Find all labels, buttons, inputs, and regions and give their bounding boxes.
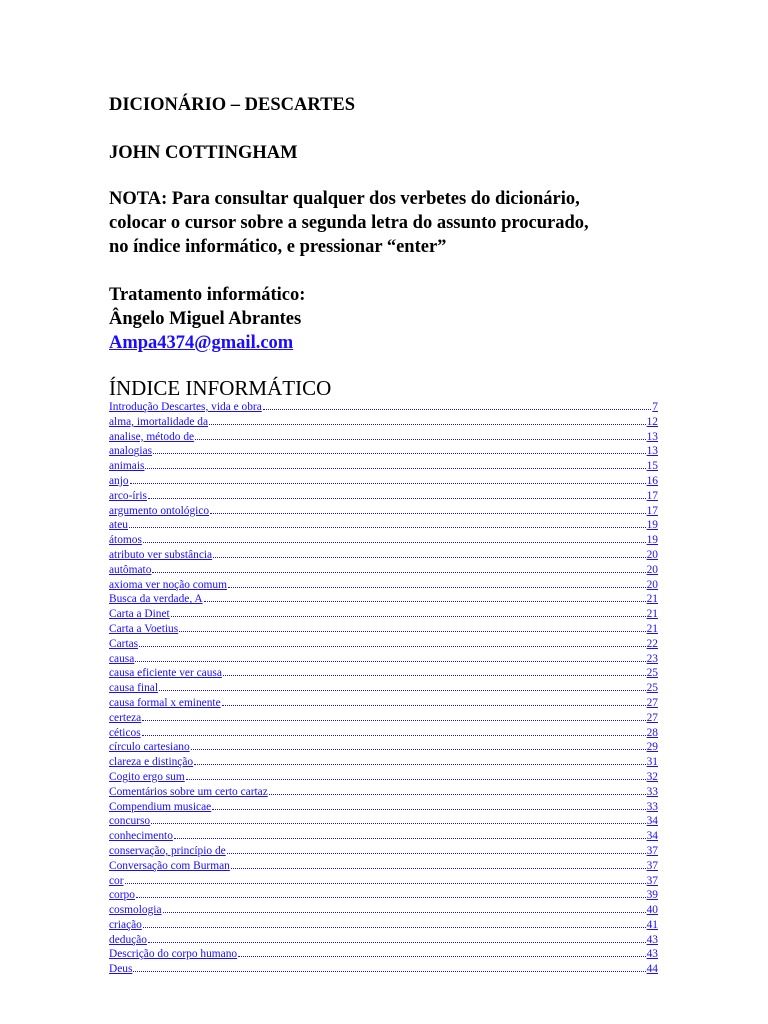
- index-entry-label[interactable]: alma, imortalidade da: [109, 415, 208, 428]
- index-entry-label[interactable]: arco-íris: [109, 489, 147, 502]
- index-entry-label[interactable]: analogias: [109, 445, 153, 458]
- index-entry-page[interactable]: 7: [652, 401, 658, 413]
- index-entry-label[interactable]: céticos: [109, 726, 141, 739]
- author-name: JOHN COTTINGHAM: [109, 143, 298, 163]
- dot-leader: [263, 400, 652, 410]
- index-entry[interactable]: [109, 474, 658, 489]
- index-entry-page[interactable]: 37: [646, 859, 658, 872]
- index-entry[interactable]: [109, 489, 658, 504]
- index-entry-page[interactable]: 33: [646, 800, 658, 813]
- dot-leader: [142, 726, 646, 736]
- index-entry-page[interactable]: 17: [646, 504, 658, 517]
- index-entry-page[interactable]: 32: [646, 770, 658, 783]
- index-entry[interactable]: [109, 563, 658, 578]
- index-entry[interactable]: [109, 578, 658, 593]
- dot-leader: [204, 592, 646, 602]
- index-title: ÍNDICE INFORMÁTICO: [109, 376, 332, 400]
- index-entry-label[interactable]: argumento ontológico: [109, 504, 210, 517]
- index-entry-page[interactable]: 23: [646, 652, 658, 665]
- dot-leader: [191, 740, 646, 750]
- index-entry-page[interactable]: 20: [646, 548, 658, 561]
- index-entry-page[interactable]: 37: [646, 844, 658, 857]
- index-entry-label[interactable]: analise, método de: [109, 430, 195, 443]
- index-entry-page[interactable]: 20: [646, 578, 658, 591]
- index-entry[interactable]: [109, 533, 658, 548]
- index-entry-page[interactable]: 19: [646, 534, 658, 547]
- index-entry-label[interactable]: corpo: [109, 889, 135, 902]
- index-entry[interactable]: [109, 444, 658, 459]
- index-entry-page[interactable]: 13: [646, 430, 658, 443]
- index-entry[interactable]: [109, 592, 658, 607]
- index-entry[interactable]: [109, 681, 658, 696]
- index-entry[interactable]: [109, 607, 658, 622]
- index-entry-label[interactable]: causa formal x eminente: [109, 696, 221, 709]
- index-entry[interactable]: [109, 666, 658, 681]
- dot-leader: [269, 785, 646, 795]
- dot-leader: [151, 814, 645, 824]
- index-entry-page[interactable]: 16: [646, 474, 658, 487]
- index-list: [109, 400, 658, 977]
- dot-leader: [186, 770, 646, 780]
- note-line-2: colocar o cursor sobre a segunda letra do assunto procurado,: [109, 213, 589, 233]
- index-entry-label[interactable]: dedução: [109, 933, 147, 946]
- dot-leader: [136, 888, 646, 898]
- dot-leader: [223, 666, 646, 676]
- index-entry-label[interactable]: Busca da verdade, A: [109, 593, 203, 606]
- index-entry-page[interactable]: 15: [646, 460, 658, 473]
- index-entry-page[interactable]: 21: [646, 608, 658, 621]
- index-entry[interactable]: [109, 711, 658, 726]
- index-entry-label[interactable]: Comentários sobre um certo cartaz: [109, 785, 268, 798]
- index-entry-label[interactable]: causa: [109, 652, 135, 665]
- index-entry-page[interactable]: 29: [646, 741, 658, 754]
- dot-leader: [125, 874, 646, 884]
- index-entry-label[interactable]: ateu: [109, 519, 128, 532]
- index-entry[interactable]: [109, 755, 658, 770]
- dot-leader: [148, 933, 646, 943]
- index-entry[interactable]: [109, 859, 658, 874]
- index-entry[interactable]: [109, 800, 658, 815]
- dot-leader: [133, 962, 645, 972]
- index-entry[interactable]: [109, 829, 658, 844]
- index-entry-label[interactable]: círculo cartesiano: [109, 741, 190, 754]
- dot-leader: [143, 533, 646, 543]
- index-entry-label[interactable]: conhecimento: [109, 830, 173, 843]
- index-entry-page[interactable]: 31: [646, 756, 658, 769]
- index-entry-page[interactable]: 13: [646, 445, 658, 458]
- index-entry-label[interactable]: cor: [109, 874, 124, 887]
- email-link[interactable]: Ampa4374@gmail.com: [109, 333, 294, 353]
- index-entry[interactable]: [109, 740, 658, 755]
- index-entry-page[interactable]: 27: [646, 696, 658, 709]
- index-entry[interactable]: [109, 622, 658, 637]
- dot-leader: [135, 652, 645, 662]
- index-entry-page[interactable]: 33: [646, 785, 658, 798]
- index-entry-page[interactable]: 25: [646, 682, 658, 695]
- index-entry[interactable]: [109, 652, 658, 667]
- dot-leader: [142, 711, 645, 721]
- index-entry-page[interactable]: 40: [646, 904, 658, 917]
- index-entry[interactable]: [109, 430, 658, 445]
- index-entry-label[interactable]: atributo ver substância: [109, 548, 213, 561]
- index-entry[interactable]: [109, 814, 658, 829]
- index-entry-page[interactable]: 41: [646, 918, 658, 931]
- dot-leader: [152, 563, 645, 573]
- note-line-1: NOTA: Para consultar qualquer dos verbetes do dicionário,: [109, 189, 580, 209]
- index-entry[interactable]: [109, 637, 658, 652]
- index-entry-page[interactable]: 34: [646, 830, 658, 843]
- dot-leader: [194, 755, 645, 765]
- index-entry[interactable]: [109, 770, 658, 785]
- index-entry[interactable]: [109, 548, 658, 563]
- index-entry-label[interactable]: axioma ver noção comum: [109, 578, 227, 591]
- index-entry-label[interactable]: clareza e distinção: [109, 756, 194, 769]
- index-entry[interactable]: [109, 415, 658, 430]
- index-entry-page[interactable]: 21: [646, 622, 658, 635]
- dot-leader: [209, 415, 646, 425]
- dot-leader: [195, 430, 646, 440]
- index-entry-page[interactable]: 43: [646, 948, 658, 961]
- dot-leader: [129, 518, 646, 528]
- dot-leader: [179, 622, 645, 632]
- index-entry-label[interactable]: Carta a Dinet: [109, 608, 170, 621]
- index-entry[interactable]: [109, 726, 658, 741]
- index-entry[interactable]: [109, 696, 658, 711]
- dot-leader: [130, 474, 646, 484]
- index-entry-label[interactable]: conservação, princípio de: [109, 844, 226, 857]
- treatment-name: Ângelo Miguel Abrantes: [109, 309, 302, 329]
- index-entry-label[interactable]: anjo: [109, 474, 129, 487]
- index-entry-label[interactable]: criação: [109, 918, 142, 931]
- index-entry[interactable]: [109, 947, 658, 962]
- dot-leader: [174, 829, 646, 839]
- index-entry-label[interactable]: Deus: [109, 963, 133, 976]
- index-entry-page[interactable]: 37: [646, 874, 658, 887]
- dot-leader: [222, 696, 646, 706]
- index-entry[interactable]: [109, 400, 658, 415]
- dot-leader: [143, 918, 646, 928]
- index-entry-label[interactable]: causa eficiente ver causa: [109, 667, 222, 680]
- index-entry-page[interactable]: 19: [646, 519, 658, 532]
- index-entry[interactable]: [109, 504, 658, 519]
- dot-leader: [153, 444, 646, 454]
- index-entry[interactable]: [109, 933, 658, 948]
- dot-leader: [231, 859, 646, 869]
- index-entry-label[interactable]: Cartas: [109, 637, 139, 650]
- index-entry-label[interactable]: Conversação com Burman: [109, 859, 230, 872]
- index-entry[interactable]: [109, 844, 658, 859]
- index-entry[interactable]: [109, 518, 658, 533]
- dot-leader: [238, 947, 646, 957]
- index-entry-label[interactable]: Descrição do corpo humano: [109, 948, 238, 961]
- index-entry-label[interactable]: cosmologia: [109, 904, 162, 917]
- note-line-3: no índice informático, e pressionar “enter”: [109, 237, 447, 257]
- index-entry-page[interactable]: 22: [646, 637, 658, 650]
- index-entry-page[interactable]: 43: [646, 933, 658, 946]
- index-entry-page[interactable]: 17: [646, 489, 658, 502]
- document-title: DICIONÁRIO – DESCARTES: [109, 95, 356, 115]
- index-entry[interactable]: [109, 962, 658, 977]
- dot-leader: [210, 504, 646, 514]
- dot-leader: [163, 903, 646, 913]
- index-entry-label[interactable]: Compendium musicae: [109, 800, 212, 813]
- index-entry-label[interactable]: Introdução Descartes, vida e obra: [109, 401, 262, 413]
- index-entry[interactable]: [109, 459, 658, 474]
- index-entry-label[interactable]: Cogito ergo sum: [109, 770, 185, 783]
- dot-leader: [171, 607, 646, 617]
- index-entry-page[interactable]: 44: [646, 963, 658, 976]
- dot-leader: [213, 548, 645, 558]
- dot-leader: [145, 459, 645, 469]
- index-entry-label[interactable]: causa final: [109, 682, 159, 695]
- index-entry-label[interactable]: átomos: [109, 534, 142, 547]
- index-entry-page[interactable]: 20: [646, 563, 658, 576]
- index-entry-page[interactable]: 21: [646, 593, 658, 606]
- index-entry-page[interactable]: 28: [646, 726, 658, 739]
- index-entry-label[interactable]: concurso: [109, 815, 151, 828]
- index-entry[interactable]: [109, 903, 658, 918]
- index-entry-label[interactable]: Carta a Voetius: [109, 622, 179, 635]
- index-entry[interactable]: [109, 888, 658, 903]
- index-entry-label[interactable]: autômato: [109, 563, 152, 576]
- dot-leader: [227, 844, 646, 854]
- dot-leader: [139, 637, 646, 647]
- index-entry-label[interactable]: animais: [109, 460, 145, 473]
- index-entry[interactable]: [109, 874, 658, 889]
- index-entry-page[interactable]: 39: [646, 889, 658, 902]
- index-entry-page[interactable]: 27: [646, 711, 658, 724]
- index-entry-page[interactable]: 12: [646, 415, 658, 428]
- dot-leader: [228, 578, 646, 588]
- index-entry-label[interactable]: certeza: [109, 711, 142, 724]
- dot-leader: [159, 681, 646, 691]
- treatment-label: Tratamento informático:: [109, 285, 306, 305]
- index-entry-page[interactable]: 34: [646, 815, 658, 828]
- index-entry[interactable]: [109, 785, 658, 800]
- index-entry-page[interactable]: 25: [646, 667, 658, 680]
- dot-leader: [148, 489, 646, 499]
- index-entry[interactable]: [109, 918, 658, 933]
- dot-leader: [212, 800, 645, 810]
